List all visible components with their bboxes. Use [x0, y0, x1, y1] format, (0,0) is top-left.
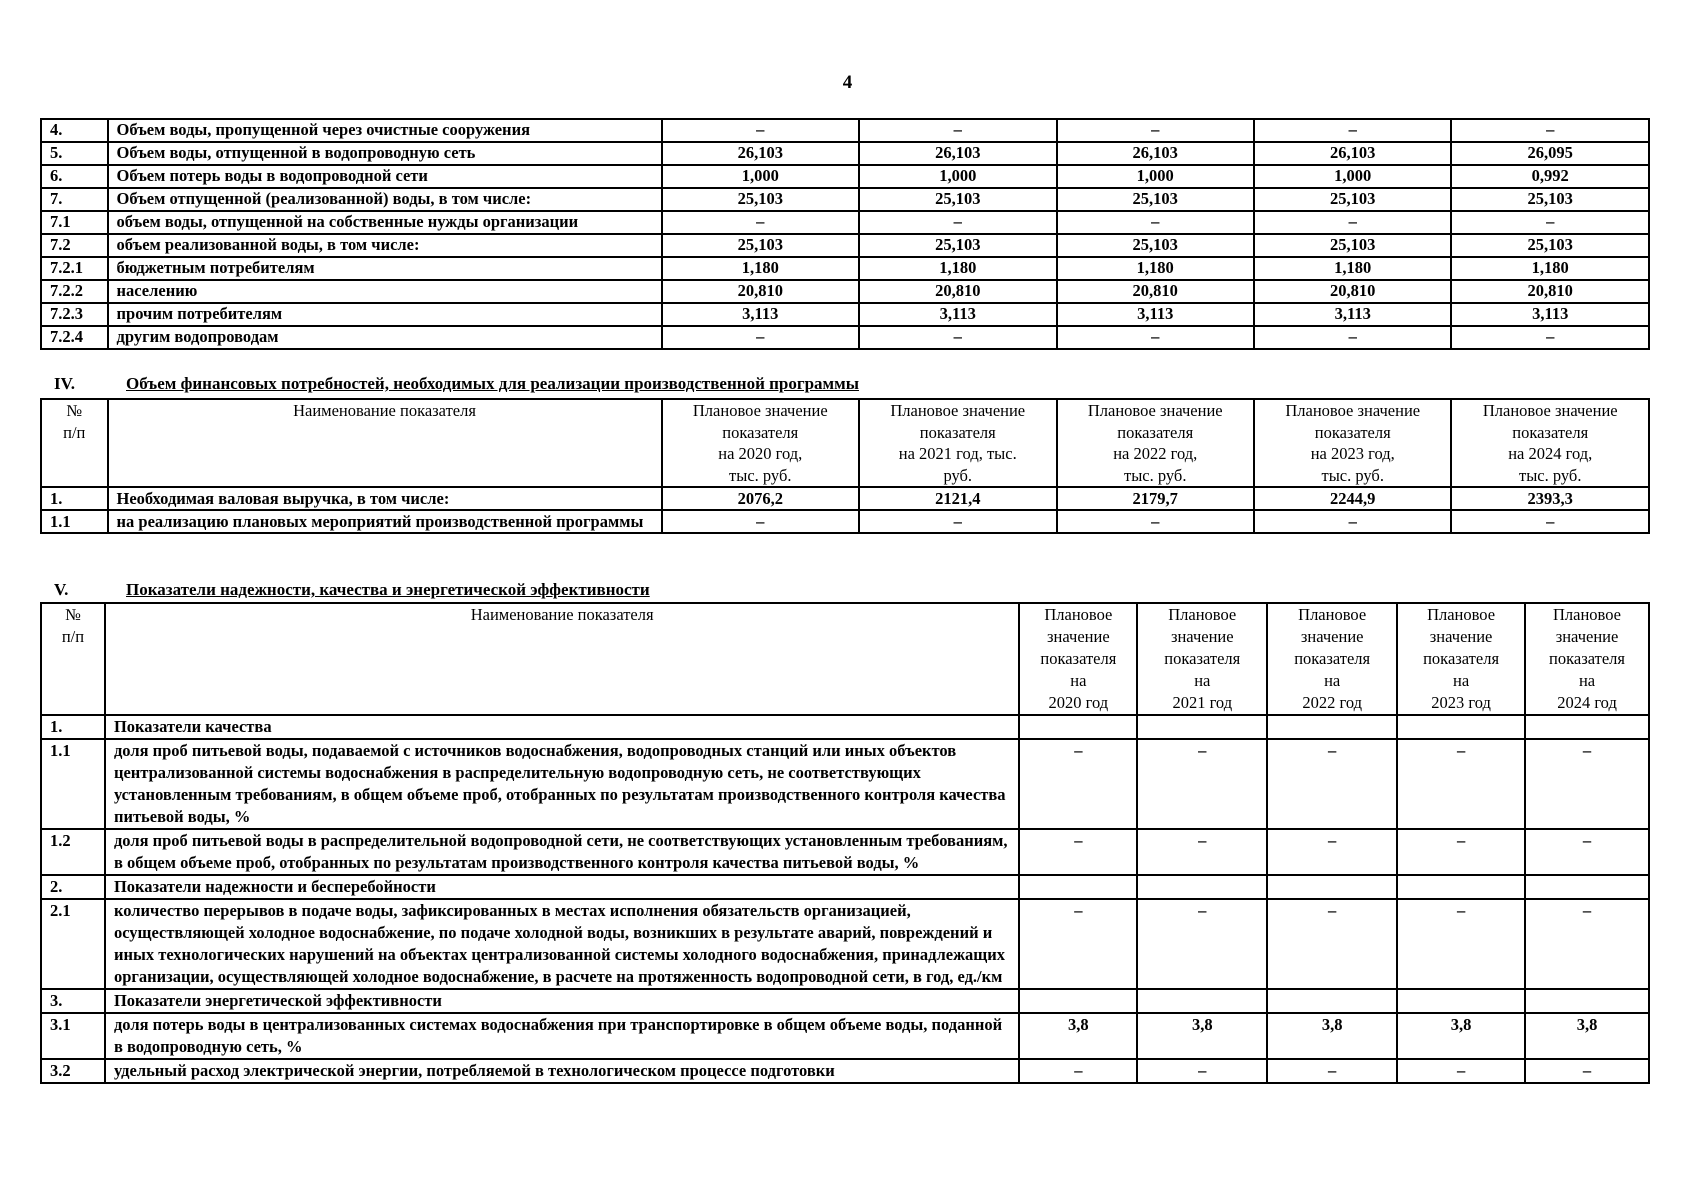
row-number: 7. — [41, 188, 108, 211]
value-cell: – — [1137, 739, 1267, 829]
value-cell: – — [1451, 211, 1649, 234]
value-cell: 0,992 — [1451, 165, 1649, 188]
indicator-name: Объем воды, пропущенной через очистные сооружения — [108, 119, 662, 142]
value-cell: – — [1254, 119, 1451, 142]
row-number: 3.2 — [41, 1059, 105, 1083]
value-cell: 26,103 — [662, 142, 859, 165]
value-cell: – — [859, 326, 1056, 349]
row-number: 7.2.2 — [41, 280, 108, 303]
value-cell: 3,8 — [1137, 1013, 1267, 1059]
indicator-name: доля проб питьевой воды в распределительной водопроводной сети, не соответствующих установленным требованиям, в общем объеме проб, отобранных по результатам производственного контроля качества питьевой воды, % — [105, 829, 1019, 875]
table-row — [41, 1013, 1649, 1059]
value-cell: – — [1019, 899, 1137, 989]
indicator-name: на реализацию плановых мероприятий производственной программы — [108, 510, 662, 533]
table-row — [41, 1059, 1649, 1083]
value-cell: 3,113 — [1254, 303, 1451, 326]
value-cell: – — [1525, 1059, 1649, 1083]
column-header-2022: Плановое значение показателя на 2022 год — [1267, 603, 1397, 715]
value-cell: 3,113 — [859, 303, 1056, 326]
table-row — [41, 280, 1649, 303]
value-cell: 25,103 — [859, 188, 1056, 211]
table-row — [41, 326, 1649, 349]
value-cell: – — [1267, 1059, 1397, 1083]
value-cell — [1137, 989, 1267, 1013]
value-cell: – — [662, 326, 859, 349]
value-cell: – — [1397, 739, 1525, 829]
column-header-2022: Плановое значение показателя на 2022 год, тыс. руб. — [1057, 399, 1254, 487]
row-number: 1.1 — [41, 510, 108, 533]
value-cell — [1137, 875, 1267, 899]
column-header-indicator: Наименование показателя — [105, 603, 1019, 715]
table-row — [41, 234, 1649, 257]
value-cell: 1,180 — [1057, 257, 1254, 280]
value-cell: 1,180 — [1254, 257, 1451, 280]
value-cell: – — [1525, 899, 1649, 989]
value-cell: 1,000 — [859, 165, 1056, 188]
value-cell — [1267, 715, 1397, 739]
column-header-2023: Плановое значение показателя на 2023 год — [1397, 603, 1525, 715]
row-number: 7.1 — [41, 211, 108, 234]
value-cell: 1,000 — [1057, 165, 1254, 188]
indicator-name: населению — [108, 280, 662, 303]
value-cell: 1,000 — [662, 165, 859, 188]
indicator-name: Объем воды, отпущенной в водопроводную сеть — [108, 142, 662, 165]
indicator-name: Показатели надежности и бесперебойности — [105, 875, 1019, 899]
value-cell: 26,103 — [1254, 142, 1451, 165]
column-header-2024: Плановое значение показателя на 2024 год — [1525, 603, 1649, 715]
table-row — [41, 899, 1649, 989]
value-cell: – — [662, 510, 859, 533]
value-cell: – — [1137, 1059, 1267, 1083]
value-cell: 3,113 — [662, 303, 859, 326]
value-cell: 25,103 — [662, 188, 859, 211]
value-cell: – — [1057, 510, 1254, 533]
table-row — [41, 211, 1649, 234]
value-cell: – — [1137, 899, 1267, 989]
section-iv-title — [54, 374, 859, 394]
section-v-number: V. — [54, 580, 69, 599]
value-cell: 25,103 — [1254, 188, 1451, 211]
table-row — [41, 487, 1649, 510]
value-cell: 26,103 — [859, 142, 1056, 165]
table-row — [41, 989, 1649, 1013]
value-cell — [1397, 875, 1525, 899]
indicator-name: прочим потребителям — [108, 303, 662, 326]
value-cell: 2121,4 — [859, 487, 1056, 510]
value-cell: 3,113 — [1451, 303, 1649, 326]
value-cell: 26,103 — [1057, 142, 1254, 165]
column-header-2024: Плановое значение показателя на 2024 год, тыс. руб. — [1451, 399, 1649, 487]
value-cell: – — [1057, 119, 1254, 142]
table-row — [41, 188, 1649, 211]
value-cell: – — [1019, 829, 1137, 875]
value-cell — [1019, 875, 1137, 899]
value-cell: – — [1057, 211, 1254, 234]
indicator-name: Необходимая валовая выручка, в том числе: — [108, 487, 662, 510]
value-cell — [1525, 875, 1649, 899]
value-cell: 1,180 — [662, 257, 859, 280]
table-row — [41, 165, 1649, 188]
value-cell: 25,103 — [662, 234, 859, 257]
value-cell: – — [1451, 510, 1649, 533]
column-header-2023: Плановое значение показателя на 2023 год, тыс. руб. — [1254, 399, 1451, 487]
row-number: 3. — [41, 989, 105, 1013]
value-cell: 1,180 — [859, 257, 1056, 280]
financial-needs-header-row — [41, 399, 1649, 487]
value-cell — [1397, 715, 1525, 739]
value-cell — [1525, 989, 1649, 1013]
row-number: 1. — [41, 487, 108, 510]
indicator-name: Объем отпущенной (реализованной) воды, в том числе: — [108, 188, 662, 211]
value-cell: – — [1267, 899, 1397, 989]
value-cell: 2179,7 — [1057, 487, 1254, 510]
table-row — [41, 739, 1649, 829]
indicator-name: объем воды, отпущенной на собственные нужды организации — [108, 211, 662, 234]
value-cell: – — [1451, 326, 1649, 349]
section-v-heading: Показатели надежности, качества и энергетической эффективности — [126, 580, 650, 599]
value-cell — [1525, 715, 1649, 739]
value-cell: – — [859, 119, 1056, 142]
value-cell: – — [1254, 211, 1451, 234]
indicator-name: бюджетным потребителям — [108, 257, 662, 280]
row-number: 7.2.3 — [41, 303, 108, 326]
section-v-title — [54, 580, 650, 600]
table-row — [41, 142, 1649, 165]
value-cell: – — [1451, 119, 1649, 142]
reliability-header-row — [41, 603, 1649, 715]
value-cell: 25,103 — [1451, 188, 1649, 211]
row-number: 7.2 — [41, 234, 108, 257]
reliability-quality-table — [40, 602, 1650, 1084]
value-cell: 1,180 — [1451, 257, 1649, 280]
value-cell: 25,103 — [1057, 234, 1254, 257]
row-number: 1.2 — [41, 829, 105, 875]
value-cell: 25,103 — [859, 234, 1056, 257]
indicator-name: удельный расход электрической энергии, потребляемой в технологическом процессе подготовки — [105, 1059, 1019, 1083]
table-row — [41, 715, 1649, 739]
row-number: 3.1 — [41, 1013, 105, 1059]
value-cell: – — [1525, 829, 1649, 875]
table-row — [41, 510, 1649, 533]
value-cell: 20,810 — [662, 280, 859, 303]
row-number: 5. — [41, 142, 108, 165]
row-number: 2.1 — [41, 899, 105, 989]
production-volume-table — [40, 118, 1650, 350]
value-cell: – — [1397, 829, 1525, 875]
value-cell: – — [1137, 829, 1267, 875]
value-cell: – — [1267, 829, 1397, 875]
row-number: 6. — [41, 165, 108, 188]
value-cell: 20,810 — [1057, 280, 1254, 303]
value-cell: – — [1019, 1059, 1137, 1083]
value-cell: – — [1254, 326, 1451, 349]
indicator-name: Показатели качества — [105, 715, 1019, 739]
row-number: 7.2.1 — [41, 257, 108, 280]
row-number: 2. — [41, 875, 105, 899]
value-cell: 3,113 — [1057, 303, 1254, 326]
value-cell — [1267, 989, 1397, 1013]
value-cell: 3,8 — [1267, 1013, 1397, 1059]
value-cell: – — [859, 211, 1056, 234]
value-cell: 26,095 — [1451, 142, 1649, 165]
value-cell — [1397, 989, 1525, 1013]
section-iv-heading: Объем финансовых потребностей, необходимых для реализации производственной программы — [126, 374, 859, 393]
value-cell: – — [1057, 326, 1254, 349]
row-number: 1.1 — [41, 739, 105, 829]
column-header-number: № п/п — [41, 603, 105, 715]
value-cell: 1,000 — [1254, 165, 1451, 188]
table-row — [41, 829, 1649, 875]
column-header-number: № п/п — [41, 399, 108, 487]
row-number: 1. — [41, 715, 105, 739]
value-cell: 2393,3 — [1451, 487, 1649, 510]
column-header-indicator: Наименование показателя — [108, 399, 662, 487]
value-cell — [1019, 715, 1137, 739]
value-cell: 25,103 — [1057, 188, 1254, 211]
column-header-2020: Плановое значение показателя на 2020 год, тыс. руб. — [662, 399, 859, 487]
table-row — [41, 303, 1649, 326]
value-cell: 20,810 — [1254, 280, 1451, 303]
value-cell — [1137, 715, 1267, 739]
value-cell: 20,810 — [1451, 280, 1649, 303]
row-number: 7.2.4 — [41, 326, 108, 349]
value-cell: – — [1397, 1059, 1525, 1083]
table-row — [41, 257, 1649, 280]
column-header-2021: Плановое значение показателя на 2021 год — [1137, 603, 1267, 715]
indicator-name: доля проб питьевой воды, подаваемой с источников водоснабжения, водопроводных станций или иных объектов централизованной системы водоснабжения в распределительную водопроводную сеть, не соответствующих установленным требованиям, в общем объеме проб, отобранных по результатам производственного контроля качества питьевой воды, % — [105, 739, 1019, 829]
value-cell: – — [1397, 899, 1525, 989]
value-cell: – — [1254, 510, 1451, 533]
financial-needs-table — [40, 398, 1650, 534]
value-cell: – — [1019, 739, 1137, 829]
value-cell: – — [859, 510, 1056, 533]
indicator-name: Показатели энергетической эффективности — [105, 989, 1019, 1013]
value-cell: 2076,2 — [662, 487, 859, 510]
value-cell: 20,810 — [859, 280, 1056, 303]
indicator-name: объем реализованной воды, в том числе: — [108, 234, 662, 257]
value-cell — [1019, 989, 1137, 1013]
value-cell: 25,103 — [1254, 234, 1451, 257]
value-cell: 3,8 — [1525, 1013, 1649, 1059]
table-row — [41, 875, 1649, 899]
indicator-name: доля потерь воды в централизованных системах водоснабжения при транспортировке в общем объеме воды, поданной в водопроводную сеть, % — [105, 1013, 1019, 1059]
row-number: 4. — [41, 119, 108, 142]
indicator-name: количество перерывов в подаче воды, зафиксированных в местах исполнения обязательств организацией, осуществляющей холодное водоснабжение, по подаче холодной воды, возникших в результате аварий, повреждений и иных технологических нарушений на объектах централизованной системы холодного водоснабжения, принадлежащих организации, осуществляющей холодное водоснабжение, в расчете на протяженность водопроводной сети, в год, ед./км — [105, 899, 1019, 989]
value-cell: 3,8 — [1019, 1013, 1137, 1059]
indicator-name: другим водопроводам — [108, 326, 662, 349]
section-iv-number: IV. — [54, 374, 75, 393]
page-number: 4 — [842, 72, 853, 93]
value-cell — [1267, 875, 1397, 899]
value-cell: 2244,9 — [1254, 487, 1451, 510]
value-cell: 25,103 — [1451, 234, 1649, 257]
column-header-2020: Плановое значение показателя на 2020 год — [1019, 603, 1137, 715]
indicator-name: Объем потерь воды в водопроводной сети — [108, 165, 662, 188]
value-cell: – — [662, 119, 859, 142]
column-header-2021: Плановое значение показателя на 2021 год, тыс. руб. — [859, 399, 1056, 487]
value-cell: – — [1267, 739, 1397, 829]
value-cell: – — [1525, 739, 1649, 829]
table-row — [41, 119, 1649, 142]
value-cell: 3,8 — [1397, 1013, 1525, 1059]
value-cell: – — [662, 211, 859, 234]
